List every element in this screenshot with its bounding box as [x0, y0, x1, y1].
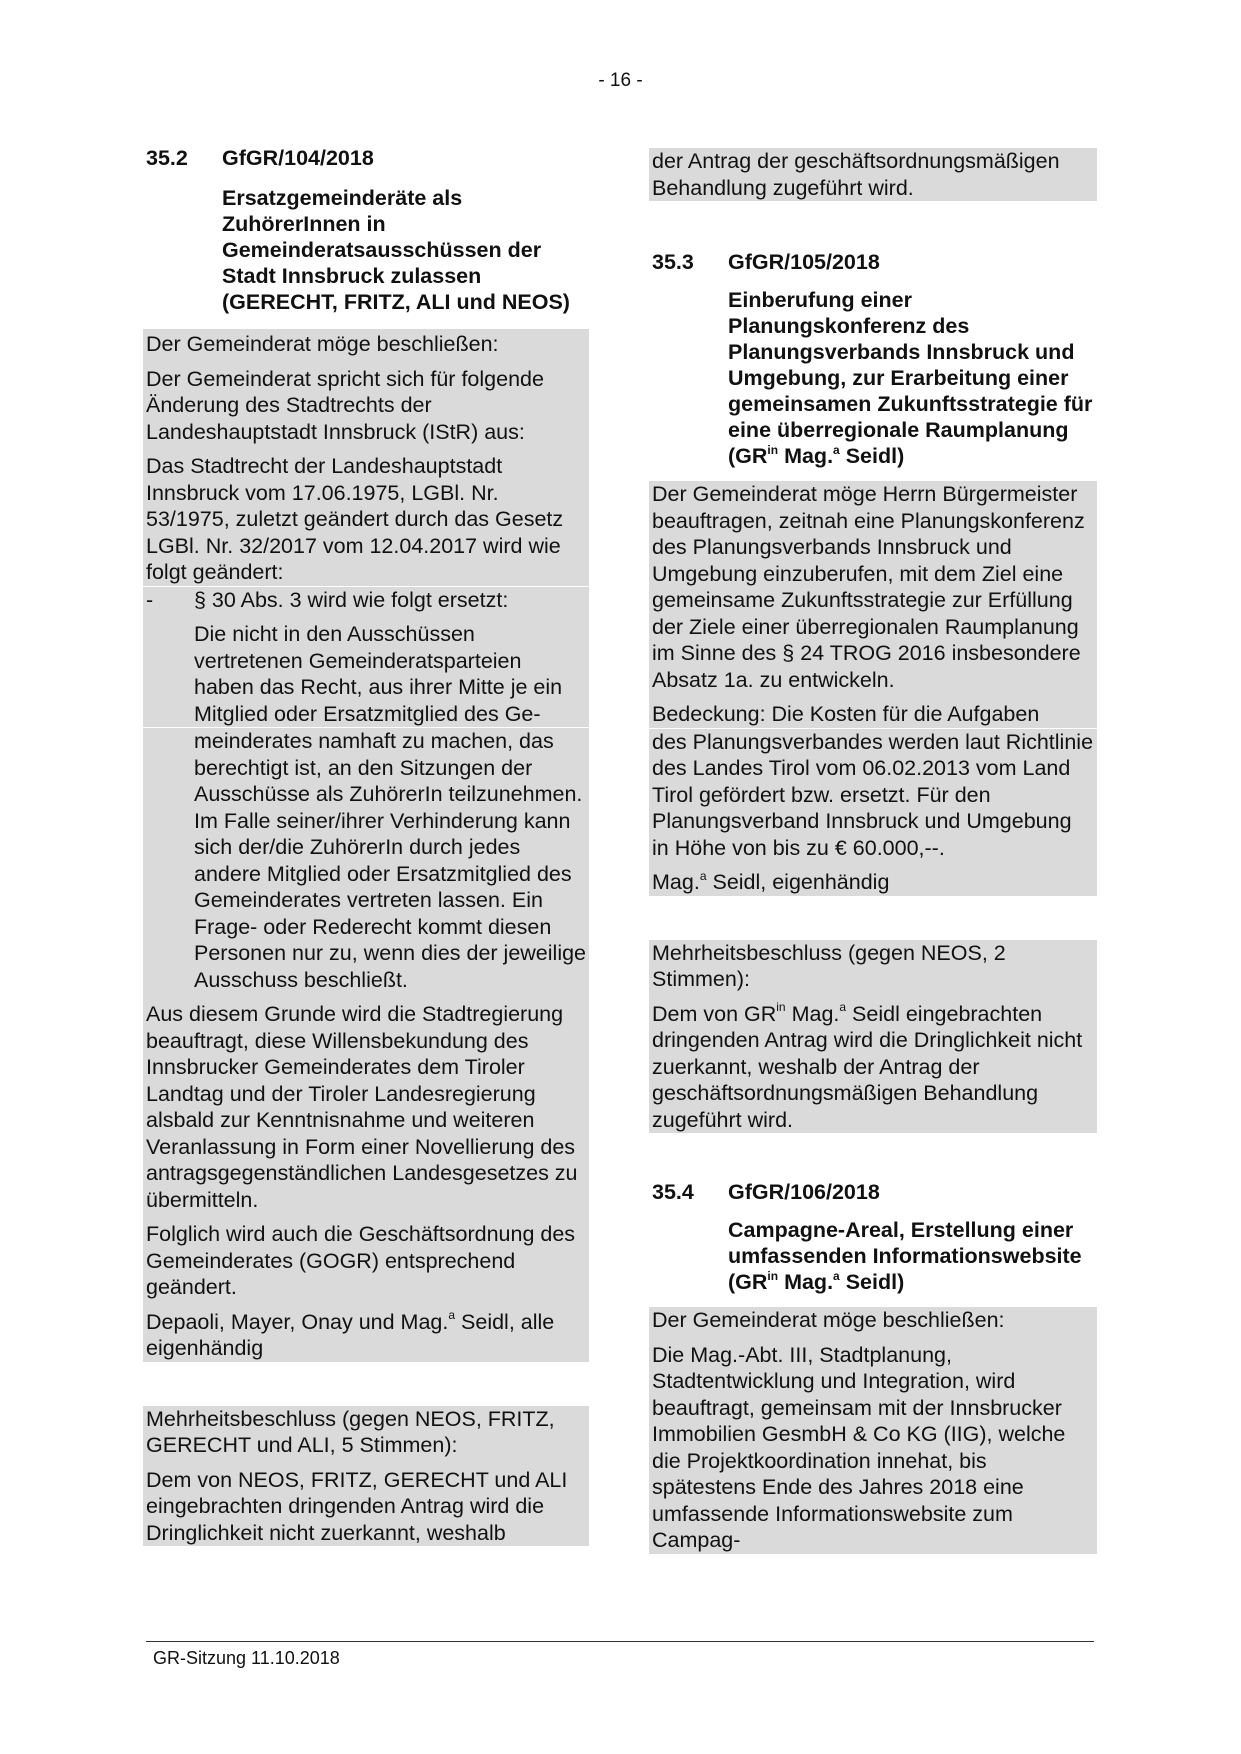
- quoted-text: meinderates namhaft zu machen, das berechtigt ist, an den Sitzungen der Ausschüsse als ZuhörerIn teilzunehmen. Im Falle seiner/ihrer Verhinderung kann sich der/die ZuhörerIn durch jedes andere Mitglied oder Ersatzmitglied des Gemeinderates vertreten lassen. Ein Frage- oder Rederecht kommt diesen Personen nur zu, wenn dies der jeweilige Ausschuss beschließt.: [194, 729, 587, 992]
- motion-block: [649, 1307, 1097, 1554]
- motion-paragraph: Aus diesem Grunde wird die Stadtregierung beauftragt, diese Willensbekundung des Innsbrucker Gemeinderates dem Tiroler Landtag und der Tiroler Landesregierung alsbald zur Kenntnisnahme und weiteren Veranlassung in Form einer Novellierung des antragsgegenständlichen Landesgesetzes zu übermitteln.: [146, 1002, 578, 1212]
- decision-text: Dem von NEOS, FRITZ, GERECHT und ALI eingebrachten dringenden Antrag wird die Dringlichkeit nicht zuerkannt, weshalb: [146, 1467, 568, 1545]
- quoted-text: Die nicht in den Ausschüssen vertretenen Gemeinderatsparteien haben das Recht, aus ihrer Mitte je ein Mitglied oder Ersatzmitglied des Ge-: [194, 622, 563, 726]
- motion-paragraph: Das Stadtrecht der Landeshauptstadt Innsbruck vom 17.06.1975, LGBl. Nr. 53/1975, zuletzt geändert durch das Gesetz LGBl. Nr. 32/2017 vom 12.04.2017 wird wie folgt geändert:: [146, 454, 564, 584]
- decision-heading: Mehrheitsbeschluss (gegen NEOS, 2 Stimmen):: [652, 940, 1006, 991]
- motion-block: [649, 481, 1097, 728]
- amendment-block-continued: [143, 727, 589, 1362]
- decision-block: [649, 940, 1097, 1134]
- agenda-item-number: 35.4: [652, 1180, 694, 1204]
- amendment-block: [143, 586, 589, 728]
- coverage-text: des Planungsverbandes werden laut Richtlinie des Landes Tirol vom 06.02.2013 vom Land Tirol gefördert bzw. ersetzt. Für den Planungsverband Innsbruck und Umgebung in Höhe von bis zu € 60.000,--.: [652, 729, 1094, 860]
- decision-block: [143, 1406, 589, 1547]
- motion-paragraph: Der Gemeinderat spricht sich für folgende Änderung des Stadtrechts der Landeshauptstadt Innsbruck (IStR) aus:: [146, 366, 544, 444]
- motion-paragraph: Der Gemeinderat möge Herrn Bürgermeister beauftragen, zeitnah eine Planungskonferenz des Planungsverbands Innsbruck und Umgebung einzuberufen, mit dem Ziel eine gemeinsame Zukunftsstrategie zur Erfüllung der Ziele einer überregionalen Raumplanung im Sinne des § 24 TROG 2016 insbesondere Absatz 1a. zu entwickeln.: [652, 482, 1085, 692]
- footer-divider: [146, 1641, 1094, 1642]
- agenda-item-title: Ersatzgemeinderäte als ZuhörerInnen in Gemeinderatsausschüssen der Stadt Innsbruck zulassen (GERECHT, FRITZ, ALI und NEOS): [222, 186, 570, 314]
- coverage-block: [649, 728, 1097, 896]
- carry-over-block: [649, 148, 1097, 201]
- coverage-text: Bedeckung: Die Kosten für die Aufgaben: [652, 702, 1040, 726]
- decision-text: Dem von $GR^{in}$ Mag.$^a$ Seidl eingebrachten dringenden Antrag wird die Dringlichkeit nicht zuerkannt, weshalb der Antrag der geschäftsordnungsmäßigen Behandlung zugeführt wird.: [652, 1000, 1083, 1132]
- amendment-list-item: [146, 587, 586, 622]
- motion-intro: Der Gemeinderat möge beschließen:: [652, 1308, 1005, 1332]
- motion-intro: Der Gemeinderat möge beschließen:: [146, 332, 499, 356]
- signers: Depaoli, Mayer, Onay und Mag.$^a$ Seidl, alle eigenhändig: [146, 1308, 555, 1360]
- footer-session-date: GR-Sitzung 11.10.2018: [153, 1648, 340, 1668]
- list-dash: -: [146, 587, 154, 612]
- decision-heading: Mehrheitsbeschluss (gegen NEOS, FRITZ, GERECHT und ALI, 5 Stimmen):: [146, 1406, 555, 1457]
- motion-paragraph: Folglich wird auch die Geschäftsordnung des Gemeinderates (GOGR) entsprechend geändert.: [146, 1222, 576, 1299]
- right-column: [652, 148, 1094, 1554]
- signer: Mag.$^a$ Seidl, eigenhändig: [652, 868, 890, 894]
- agenda-item-title: Einberufung einer Planungskonferenz des Planungsverbands Innsbruck und Umgebung, zur Erarbeitung einer gemeinsamen Zukunftsstrategie für eine überregionale Raumplanung ($GR^{in}$ Mag.$^a$ Seidl): [728, 288, 1093, 468]
- agenda-item-number: 35.2: [146, 146, 188, 170]
- agenda-item-header: [652, 1179, 1094, 1205]
- agenda-item-number: 35.3: [652, 250, 694, 274]
- left-column: [146, 145, 586, 1546]
- carry-over-text: der Antrag der geschäftsordnungsmäßigen Behandlung zugeführt wird.: [652, 149, 1060, 200]
- agenda-item-reference: GfGR/104/2018: [222, 146, 374, 170]
- agenda-item-header: [146, 145, 586, 171]
- agenda-item-title: Campagne-Areal, Erstellung einer umfassenden Informationswebsite ($GR^{in}$ Mag.$^a$ Seidl): [728, 1218, 1082, 1294]
- agenda-item-reference: GfGR/105/2018: [728, 250, 880, 274]
- agenda-item-header: [652, 249, 1094, 275]
- motion-block: [143, 329, 589, 586]
- agenda-item-reference: GfGR/106/2018: [728, 1180, 880, 1204]
- motion-paragraph: Die Mag.-Abt. III, Stadtplanung, Stadtentwicklung und Integration, wird beauftragt, gemeinsam mit der Innsbrucker Immobilien GesmbH & Co KG (IIG), welche die Projektkoordination innehat, bis spätestens Ende des Jahres 2018 eine umfassende Informationswebsite zum Campag-: [652, 1342, 1066, 1552]
- list-item-text: § 30 Abs. 3 wird wie folgt ersetzt:: [194, 587, 509, 612]
- page-number: - 16 -: [598, 70, 643, 91]
